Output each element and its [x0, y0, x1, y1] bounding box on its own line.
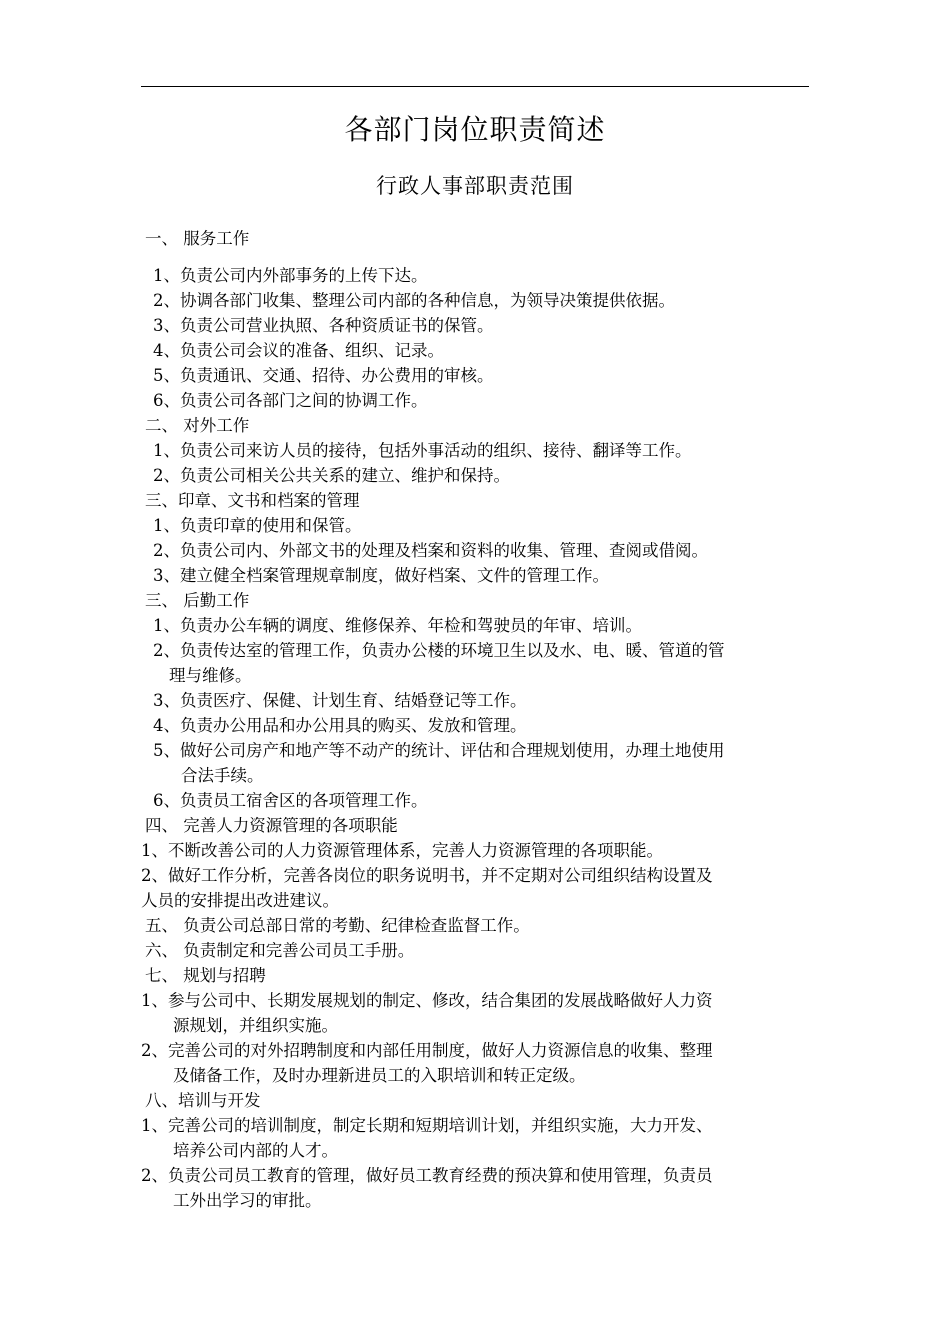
list-item: 1、负责公司内外部事务的上传下达。 — [153, 266, 428, 285]
list-item-continuation: 培养公司内部的人才。 — [173, 1141, 338, 1160]
list-item: 1、负责印章的使用和保管。 — [153, 516, 362, 535]
list-item — [141, 738, 811, 788]
list-item: 3、建立健全档案管理规章制度，做好档案、文件的管理工作。 — [153, 566, 609, 585]
list-item-line: 1、完善公司的培训制度，制定长期和短期培训计划，并组织实施，大力开发、 — [141, 1116, 713, 1135]
list-item: 5、负责通讯、交通、招待、办公费用的审核。 — [153, 366, 494, 385]
list-item: 3、负责医疗、保健、计划生育、结婚登记等工作。 — [153, 691, 527, 710]
list-item: 2、负责公司相关公共关系的建立、维护和保持。 — [153, 466, 510, 485]
document-subtitle: 行政人事部职责范围 — [376, 174, 574, 198]
section-heading: 一、 服务工作 — [145, 229, 250, 248]
section-heading: 二、 对外工作 — [145, 416, 250, 435]
list-item-line: 2、负责传达室的管理工作，负责办公楼的环境卫生以及水、电、暖、管道的管 — [153, 641, 725, 660]
list-item-line: 5、做好公司房产和地产等不动产的统计、评估和合理规划使用，办理土地使用 — [153, 741, 725, 760]
list-item-line: 2、做好工作分析，完善各岗位的职务说明书，并不定期对公司组织结构设置及 — [141, 866, 713, 885]
list-item — [141, 1113, 811, 1163]
list-item: 4、负责办公用品和办公用具的购买、发放和管理。 — [153, 716, 527, 735]
list-item-continuation: 及储备工作，及时办理新进员工的入职培训和转正定级。 — [173, 1066, 586, 1085]
list-item — [141, 638, 811, 688]
section-heading: 五、 负责公司总部日常的考勤、纪律检查监督工作。 — [145, 916, 530, 935]
document-title: 各部门岗位职责简述 — [344, 113, 606, 146]
list-item-continuation: 合法手续。 — [181, 766, 264, 785]
list-item: 4、负责公司会议的准备、组织、记录。 — [153, 341, 444, 360]
list-item-continuation: 理与维修。 — [169, 666, 252, 685]
list-item-line: 1、参与公司中、长期发展规划的制定、修改，结合集团的发展战略做好人力资 — [141, 991, 713, 1010]
list-item: 1、负责公司来访人员的接待，包括外事活动的组织、接待、翻译等工作。 — [153, 441, 692, 460]
list-item — [141, 863, 811, 913]
list-item: 6、负责员工宿舍区的各项管理工作。 — [153, 791, 428, 810]
list-item — [141, 988, 811, 1038]
list-item-line: 2、负责公司员工教育的管理，做好员工教育经费的预决算和使用管理，负责员 — [141, 1166, 713, 1185]
section-heading: 七、 规划与招聘 — [145, 966, 266, 985]
list-item — [141, 1163, 811, 1213]
list-item: 6、负责公司各部门之间的协调工作。 — [153, 391, 428, 410]
header-rule — [141, 86, 809, 87]
list-item-continuation: 工外出学习的审批。 — [173, 1191, 322, 1210]
list-item: 3、负责公司营业执照、各种资质证书的保管。 — [153, 316, 494, 335]
list-item: 1、负责办公车辆的调度、维修保养、年检和驾驶员的年审、培训。 — [153, 616, 642, 635]
list-item: 2、负责公司内、外部文书的处理及档案和资料的收集、管理、查阅或借阅。 — [153, 541, 708, 560]
list-item-line: 2、完善公司的对外招聘制度和内部任用制度，做好人力资源信息的收集、整理 — [141, 1041, 713, 1060]
list-item-continuation: 人员的安排提出改进建议。 — [141, 891, 339, 910]
section-heading: 三、印章、文书和档案的管理 — [145, 491, 360, 510]
section-heading: 八、培训与开发 — [145, 1091, 261, 1110]
list-item: 2、协调各部门收集、整理公司内部的各种信息，为领导决策提供依据。 — [153, 291, 675, 310]
section-heading: 六、 负责制定和完善公司员工手册。 — [145, 941, 415, 960]
document-body — [141, 226, 811, 1213]
list-item: 1、不断改善公司的人力资源管理体系，完善人力资源管理的各项职能。 — [141, 841, 663, 860]
list-item-continuation: 源规划，并组织实施。 — [173, 1016, 338, 1035]
list-item — [141, 1038, 811, 1088]
section-heading: 四、 完善人力资源管理的各项职能 — [145, 816, 398, 835]
section-heading: 三、 后勤工作 — [145, 591, 250, 610]
